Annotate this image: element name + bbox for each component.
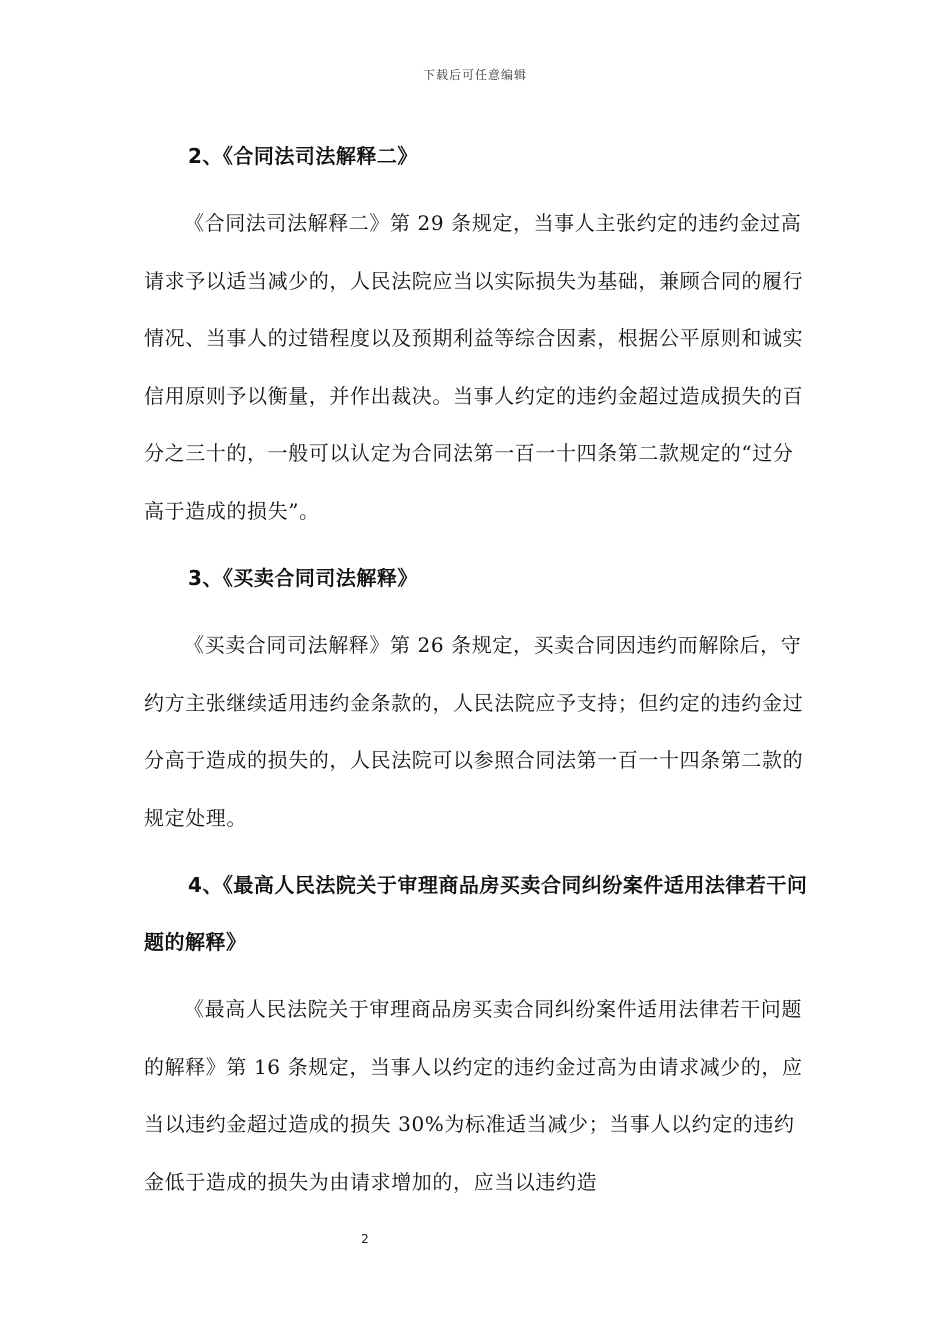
section-paragraph-2: 《合同法司法解释二》第 29 条规定，当事人主张约定的违约金过高请求予以适当减少的，人民法院应当以实际损失为基础，兼顾合同的履行情况、当事人的过错程度以及预期利益等综合因素，根据公平原则和诚实信用原则予以衡量，并作出裁决。当事人约定的违约金超过造成损失的百分之三十的，一般可以认定为合同法第一百一十四条第二款规定的“过分高于造成的损失”。 — [144, 211, 804, 523]
section-heading-3: 3、《买卖合同司法解释》 — [188, 566, 418, 590]
section-paragraph-4: 《最高人民法院关于审理商品房买卖合同纠纷案件适用法律若干问题的解释》第 16 条规定，当事人以约定的违约金过高为由请求减少的，应当以违约金超过造成的损失 30%为标准适当减少；当事人以约定的违约金低于造成的损失为由请求增加的，应当以违约造 — [144, 997, 803, 1194]
section-heading-4: 4、《最高人民法院关于审理商品房买卖合同纠纷案件适用法律若干问题的解释》 — [144, 873, 808, 954]
document-body — [144, 128, 812, 1211]
section-paragraph-3: 《买卖合同司法解释》第 26 条规定，买卖合同因违约而解除后，守约方主张继续适用违约金条款的，人民法院应予支持；但约定的违约金过分高于造成的损失的，人民法院可以参照合同法第一百一十四条第二款的规定处理。 — [144, 633, 804, 830]
header-note: 下载后可任意编辑 — [422, 68, 527, 82]
page-number: 2 — [361, 1232, 369, 1246]
section-heading-2: 2、《合同法司法解释二》 — [188, 144, 418, 168]
